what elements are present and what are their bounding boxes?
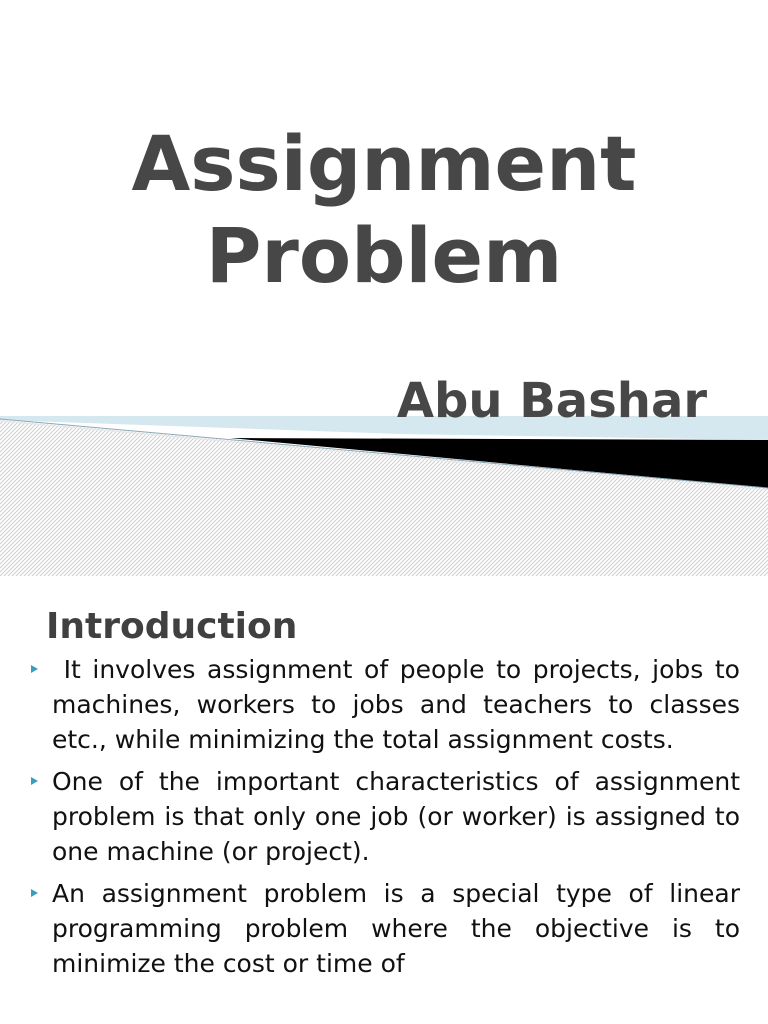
triangle-bullet-icon (31, 665, 38, 673)
bullet-item (0, 652, 768, 757)
author-name: Abu Bashar (396, 373, 707, 429)
introduction-slide (0, 580, 768, 1024)
title-line-1: Assignment (131, 119, 637, 208)
section-heading: Introduction (46, 606, 298, 647)
triangle-bullet-icon (31, 777, 38, 785)
bullet-list (0, 652, 768, 988)
triangle-bullet-icon (31, 889, 38, 897)
bullet-item (0, 764, 768, 869)
bullet-text: It involves assignment of people to projects, jobs to machines, workers to jobs and teachers to classes etc., while minimizing the total assignment costs. (52, 655, 748, 754)
page-title (0, 118, 768, 302)
bullet-text: One of the important characteristics of assignment problem is that only one job (or worker) is assigned to one machine (or project). (52, 767, 740, 866)
bullet-item (0, 876, 768, 981)
title-line-2: Problem (205, 211, 563, 300)
bullet-text: An assignment problem is a special type of linear programming problem where the objective is to minimize the cost or time of (52, 879, 740, 978)
